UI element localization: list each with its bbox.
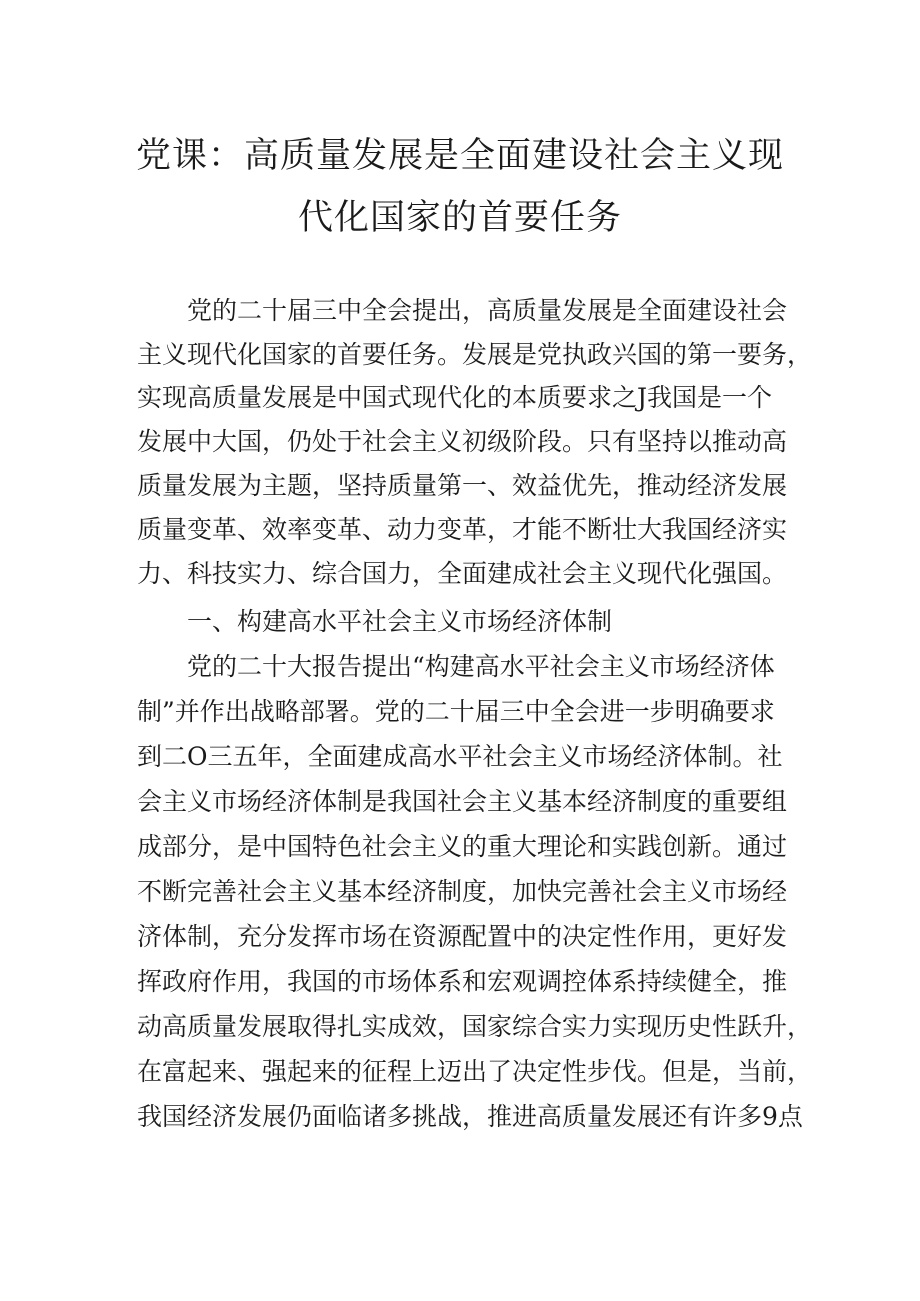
paragraph-line: 质量变革、效率变革、动力变革，才能不断壮大我国经济实 <box>137 515 788 544</box>
paragraph-line: 制”并作出战略部署。党的二十届三中全会进一步明确要求 <box>137 697 775 726</box>
paragraph-line: 成部分，是中国特色社会主义的重大理论和实践创新。通过 <box>137 832 788 861</box>
paragraph-line: 力、科技实力、综合国力，全面建成社会主义现代化强国。 <box>137 559 788 588</box>
document-title-line-2: 代化国家的首要任务 <box>297 198 622 238</box>
paragraph-line: 会主义市场经济体制是我国社会主义基本经济制度的重要组 <box>137 787 788 816</box>
paragraph-line: 主义现代化国家的首要任务。发展是党执政兴国的第一要务， <box>137 340 813 369</box>
paragraph-line: 实现高质量发展是中国式现代化的本质要求之J我国是一个 <box>137 383 773 412</box>
paragraph-line: 党的二十届三中全会提出，高质量发展是全面建设社会 <box>187 296 788 325</box>
paragraph-line: 动高质量发展取得扎实成效，国家综合实力实现历史性跃升， <box>137 1012 813 1041</box>
paragraph-line: 不断完善社会主义基本经济制度，加快完善社会主义市场经 <box>137 877 788 906</box>
paragraph-line: 发展中大国，仍处于社会主义初级阶段。只有坚持以推动高 <box>137 427 788 456</box>
document-title-line-1: 党课：高质量发展是全面建设社会主义现 <box>135 136 784 176</box>
paragraph-line: 在富起来、强起来的征程上迈出了决定性步伐。但是，当前， <box>137 1057 813 1086</box>
paragraph-line: 党的二十大报告提出“构建高水平社会主义市场经济体 <box>187 652 775 681</box>
paragraph-line: 到二O三五年，全面建成高水平社会主义市场经济体制。社 <box>137 742 783 771</box>
paragraph-line: 济体制，充分发挥市场在资源配置中的决定性作用，更好发 <box>137 922 788 951</box>
paragraph-line: 我国经济发展仍面临诸多挑战，推进高质量发展还有许多9点 <box>137 1102 803 1131</box>
paragraph-line: 质量发展为主题，坚持质量第一、效益优先，推动经济发展 <box>137 471 788 500</box>
section-heading: 一、构建高水平社会主义市场经济体制 <box>187 607 613 636</box>
paragraph-line: 挥政府作用，我国的市场体系和宏观调控体系持续健全，推 <box>137 967 788 996</box>
